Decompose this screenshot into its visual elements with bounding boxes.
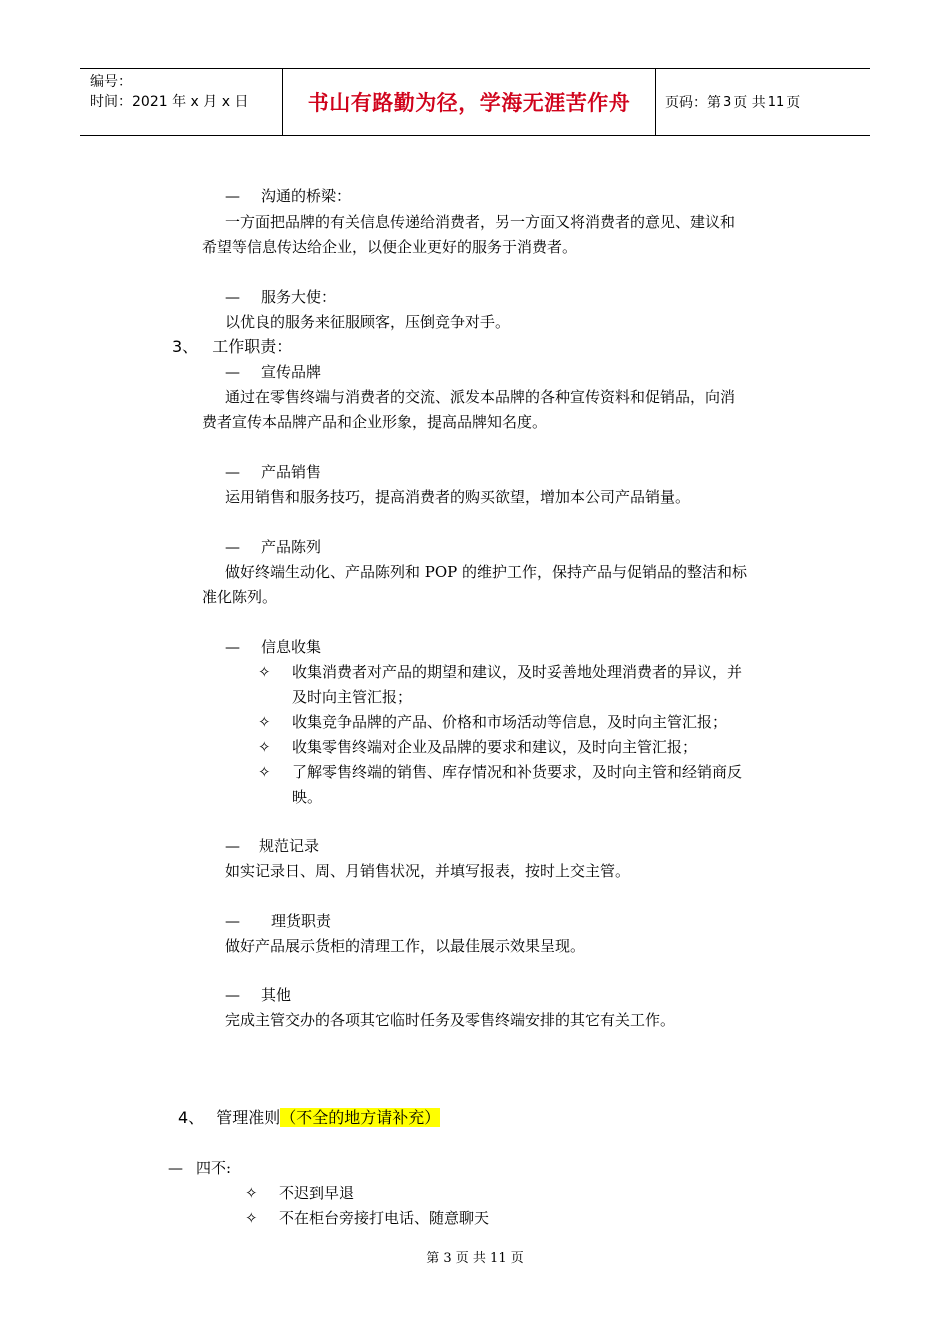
bridge-text-2: 希望等信息传达给企业，以便企业更好的服务于消费者。 bbox=[202, 238, 578, 256]
section-3-number: 3、 bbox=[172, 337, 199, 356]
page-mid: 页 共 bbox=[733, 95, 766, 111]
record-title: 规范记录 bbox=[259, 837, 320, 855]
time-label: 时间：2021 年 x 月 x 日 bbox=[90, 94, 249, 110]
other-title: 其他 bbox=[261, 986, 292, 1004]
dash-icon: — bbox=[225, 986, 240, 1004]
goods-heading bbox=[225, 911, 331, 931]
dash-icon: — bbox=[225, 837, 240, 855]
bridge-heading bbox=[225, 186, 351, 206]
bullet-icon: ✧ bbox=[258, 738, 271, 756]
number-label: 编号： bbox=[90, 74, 132, 90]
section-4-heading bbox=[178, 1107, 440, 1129]
display-text-2: 准化陈列。 bbox=[202, 588, 278, 606]
section-3-title: 工作职责： bbox=[212, 337, 293, 356]
ambassador-heading bbox=[225, 287, 336, 307]
header-meta bbox=[80, 69, 282, 135]
page-suffix: 页 bbox=[786, 95, 801, 111]
bullet-icon: ✧ bbox=[258, 763, 271, 781]
display-text-1: 做好终端生动化、产品陈列和 POP 的维护工作，保持产品与促销品的整洁和标 bbox=[225, 563, 748, 581]
bullet-icon: ✧ bbox=[258, 663, 271, 681]
header-motto: 书山有路勤为径，学海无涯苦作舟 bbox=[282, 69, 656, 135]
dash-icon: — bbox=[168, 1159, 183, 1177]
list-item: ✧ 收集消费者对产品的期望和建议，及时妥善地处理消费者的异议，并 bbox=[258, 663, 743, 681]
promote-heading bbox=[225, 362, 321, 382]
list-item: ✧ 不迟到早退 bbox=[245, 1184, 355, 1202]
dash-icon: — bbox=[225, 363, 240, 381]
page-total: 11 bbox=[767, 94, 785, 110]
record-heading bbox=[225, 836, 319, 856]
record-text: 如实记录日、周、月销售状况，并填写报表，按时上交主管。 bbox=[225, 862, 631, 880]
list-item: ✧ 收集零售终端对企业及品牌的要求和建议，及时向主管汇报； bbox=[258, 738, 698, 756]
bridge-text-1: 一方面把品牌的有关信息传递给消费者，另一方面又将消费者的意见、建议和 bbox=[225, 213, 736, 231]
section-4-note: （不全的地方请补充） bbox=[280, 1108, 441, 1127]
dash-icon: — bbox=[225, 912, 240, 930]
list-item-continuation: 映。 bbox=[292, 788, 323, 806]
dash-icon: — bbox=[225, 463, 240, 481]
ambassador-title: 服务大使： bbox=[261, 288, 337, 306]
list-item: ✧ 收集竞争品牌的产品、价格和市场活动等信息，及时向主管汇报； bbox=[258, 713, 728, 731]
dash-icon: — bbox=[225, 538, 240, 556]
dash-icon: — bbox=[225, 187, 240, 205]
section-4-title: 管理准则 bbox=[216, 1108, 281, 1127]
other-heading bbox=[225, 985, 291, 1005]
bridge-title: 沟通的桥梁： bbox=[261, 187, 352, 205]
dash-icon: — bbox=[225, 288, 240, 306]
page-header bbox=[80, 68, 870, 136]
sales-title: 产品销售 bbox=[261, 463, 322, 481]
goods-text: 做好产品展示货柜的清理工作，以最佳展示效果呈现。 bbox=[225, 937, 586, 955]
promote-title: 宣传品牌 bbox=[261, 363, 322, 381]
goods-title: 理货职责 bbox=[271, 912, 332, 930]
info-heading bbox=[225, 637, 321, 657]
list-item: ✧ 不在柜台旁接打电话、随意聊天 bbox=[245, 1209, 490, 1227]
ambassador-text: 以优良的服务来征服顾客，压倒竞争对手。 bbox=[225, 313, 511, 331]
bullet-icon: ✧ bbox=[245, 1209, 258, 1227]
section-3-heading bbox=[172, 337, 292, 357]
list-item-continuation: 及时向主管汇报； bbox=[292, 688, 413, 706]
promote-text-2: 费者宣传本品牌产品和企业形象，提高品牌知名度。 bbox=[202, 413, 548, 431]
sales-text: 运用销售和服务技巧，提高消费者的购买欲望，增加本公司产品销量。 bbox=[225, 488, 691, 506]
bullet-icon: ✧ bbox=[258, 713, 271, 731]
page-footer: 第 3 页 共 11 页 bbox=[426, 1251, 524, 1266]
four-no-title: 四不: bbox=[196, 1159, 232, 1177]
bullet-icon: ✧ bbox=[245, 1184, 258, 1202]
header-page-info bbox=[656, 69, 870, 135]
list-item: ✧ 了解零售终端的销售、库存情况和补货要求，及时向主管和经销商反 bbox=[258, 763, 743, 781]
section-4-number: 4、 bbox=[178, 1108, 205, 1127]
display-heading bbox=[225, 537, 321, 557]
page-current: 3 bbox=[723, 94, 732, 110]
four-no-heading bbox=[168, 1158, 231, 1178]
other-text: 完成主管交办的各项其它临时任务及零售终端安排的其它有关工作。 bbox=[225, 1011, 676, 1029]
page-prefix: 页码：第 bbox=[665, 95, 721, 111]
sales-heading bbox=[225, 462, 321, 482]
display-title: 产品陈列 bbox=[261, 538, 322, 556]
info-title: 信息收集 bbox=[261, 638, 322, 656]
dash-icon: — bbox=[225, 638, 240, 656]
promote-text-1: 通过在零售终端与消费者的交流、派发本品牌的各种宣传资料和促销品，向消 bbox=[225, 388, 736, 406]
